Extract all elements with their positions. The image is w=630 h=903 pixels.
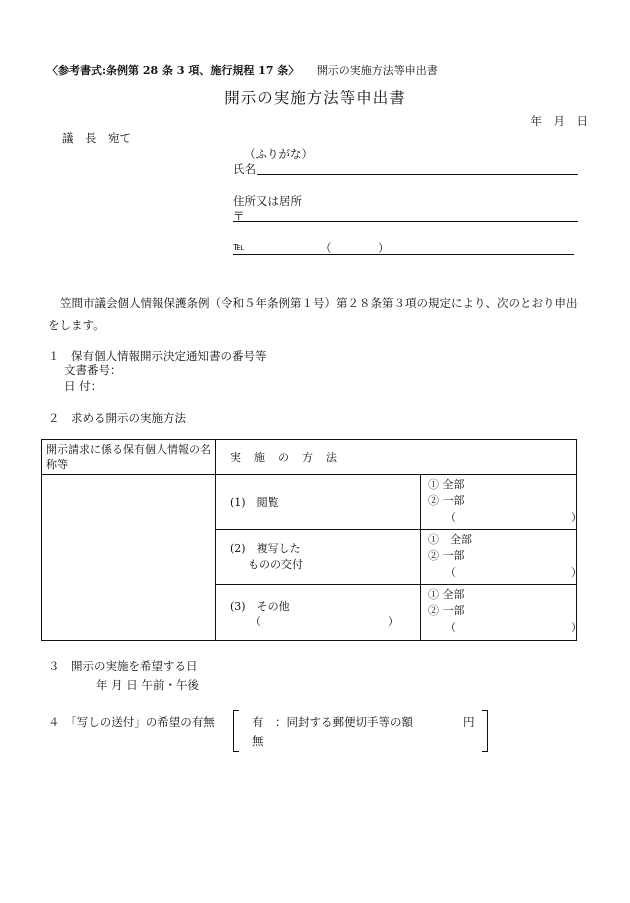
method-row-1 xyxy=(216,475,421,530)
bracket-right xyxy=(482,710,488,752)
address-label: 住所又は居所 xyxy=(233,194,302,208)
tel-label: ℡ xyxy=(233,240,245,253)
yen-unit: 円 xyxy=(463,715,475,729)
name-label: 氏名 xyxy=(233,162,256,176)
tel-paren-open: （ xyxy=(320,241,332,255)
bracket-left xyxy=(233,710,239,752)
paren-close: ） xyxy=(571,566,582,579)
option-no[interactable]: 無 xyxy=(252,734,264,748)
paren-close: ） xyxy=(571,621,582,634)
scope-all-option[interactable]: ① 全部 xyxy=(428,478,465,491)
scope-all-option[interactable]: ① 全部 xyxy=(428,533,472,546)
intro-paragraph: 笠間市議会個人情報保護条例（令和５年条例第１号）第２８条第３項の規定により、次のとおり申出をします。 xyxy=(48,296,578,332)
scope-all-option[interactable]: ① 全部 xyxy=(428,588,465,601)
name-field[interactable] xyxy=(257,174,578,175)
address-field[interactable] xyxy=(233,221,578,222)
method-copy-line2: ものの交付 xyxy=(248,558,303,571)
tel-field[interactable] xyxy=(233,254,574,255)
disclosure-method-table xyxy=(41,439,582,641)
paren-open: （ xyxy=(445,621,456,634)
paren-close: ） xyxy=(571,511,582,524)
furigana-label: （ふりがな） xyxy=(244,147,313,161)
info-name-header: 開示請求に係る保有個人情報の名称等 xyxy=(42,440,216,475)
method-row-2 xyxy=(216,530,421,585)
addressee: 議 長 宛て xyxy=(62,131,131,145)
section1-heading: １ 保有個人情報開示決定通知書の番号等 xyxy=(48,349,267,363)
scope-partial-option[interactable]: ② 一部 xyxy=(428,494,465,507)
scope-cell-1[interactable] xyxy=(421,475,582,530)
method-copy-line1: (2) 複写した xyxy=(230,542,301,555)
method-row-3 xyxy=(216,585,421,641)
scope-partial-option[interactable]: ② 一部 xyxy=(428,549,465,562)
tel-paren-close: ） xyxy=(378,241,390,255)
reference-form-name: 開示の実施方法等申出書 xyxy=(316,64,438,77)
section4-heading: ４ 「写しの送付」の希望の有無 xyxy=(48,715,215,729)
notice-date-label: 日 付： xyxy=(64,379,103,393)
document-title: 開示の実施方法等申出書 xyxy=(224,89,406,107)
reference-clause: 〈参考書式:条例第 28 条 3 項、施行規程 17 条〉 xyxy=(47,64,300,77)
scope-partial-option[interactable]: ② 一部 xyxy=(428,604,465,617)
method-header: 実 施 の 方 法 xyxy=(216,440,577,475)
section3-heading: ３ 開示の実施を希望する日 xyxy=(48,659,198,673)
info-name-cell[interactable] xyxy=(42,475,216,641)
section2-heading: ２ 求める開示の実施方法 xyxy=(48,411,186,425)
scope-cell-3[interactable] xyxy=(421,585,582,641)
reference-note xyxy=(47,62,438,78)
paren-open: （ xyxy=(445,566,456,579)
paren-open: （ xyxy=(445,511,456,524)
scope-cell-2[interactable] xyxy=(421,530,582,585)
date-line: 年 月 日 xyxy=(530,114,588,128)
document-number-label: 文書番号： xyxy=(64,363,122,377)
method-inspection: (1) 閲覧 xyxy=(230,496,279,509)
paren-open: （ xyxy=(250,615,261,628)
option-yes[interactable]: 有 ：同封する郵便切手等の額 xyxy=(252,715,413,729)
method-other: (3) その他 xyxy=(230,600,290,613)
paren-close: ） xyxy=(388,615,399,628)
postal-mark: 〒 xyxy=(233,209,245,223)
preferred-date-field[interactable]: 年 月 日 午前・午後 xyxy=(96,678,199,692)
